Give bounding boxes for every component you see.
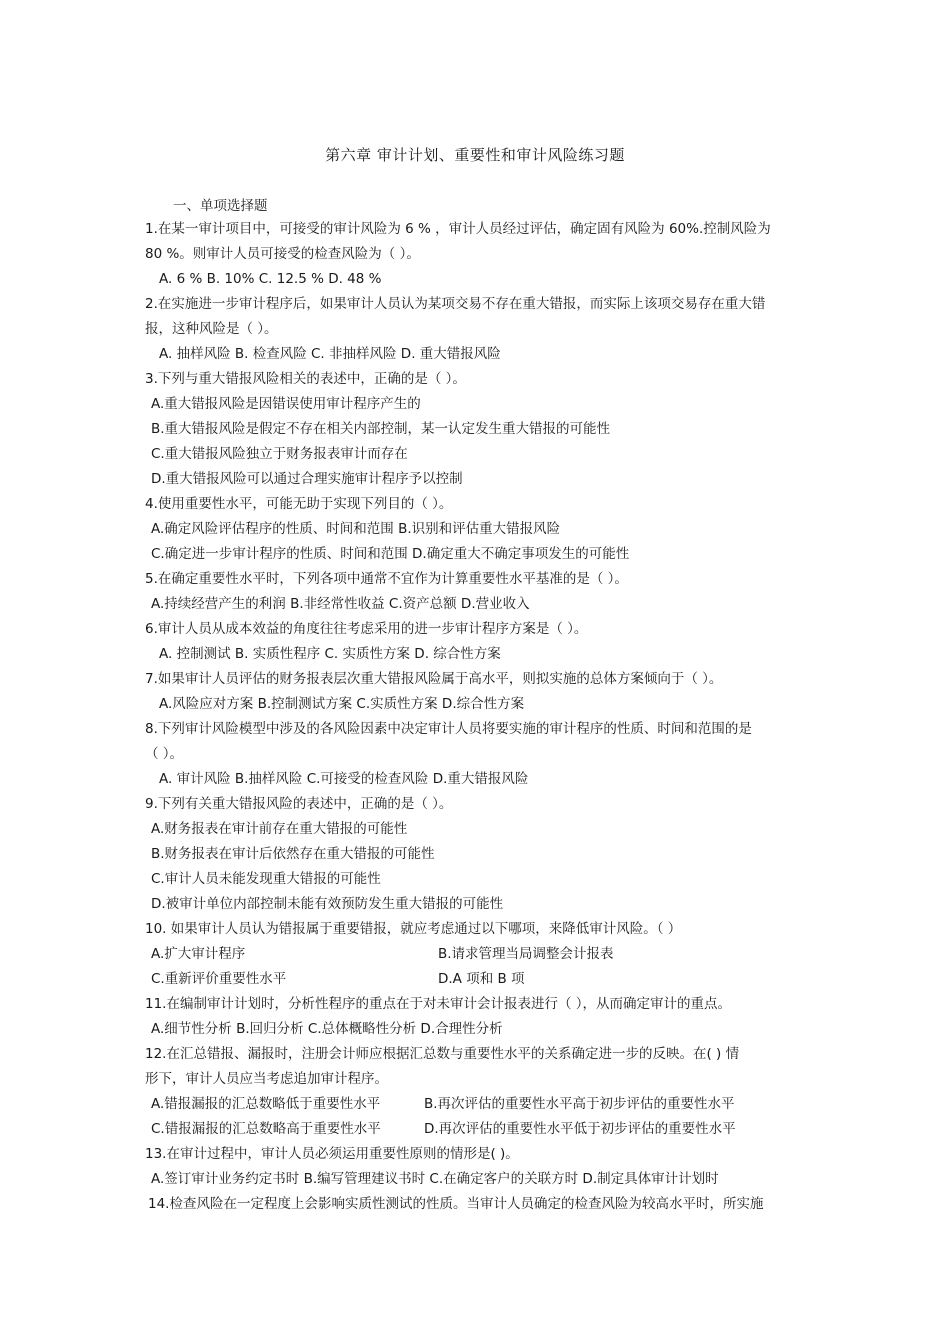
question-11-options: A.细节性分析 B.回归分析 C.总体概略性分析 D.合理性分析 — [151, 1021, 503, 1037]
question-5-stem: 5.在确定重要性水平时，下列各项中通常不宜作为计算重要性水平基准的是（ ）。 — [145, 571, 628, 587]
question-7-options: A.风险应对方案 B.控制测试方案 C.实质性方案 D.综合性方案 — [159, 696, 525, 712]
question-4-stem: 4.使用重要性水平，可能无助于实现下列目的（ ）。 — [145, 496, 453, 512]
question-6-options: A. 控制测试 B. 实质性程序 C. 实质性方案 D. 综合性方案 — [159, 646, 501, 662]
question-8-line-2: （ ）。 — [145, 746, 184, 762]
question-5-options: A.持续经营产生的利润 B.非经常性收益 C.资产总额 D.营业收入 — [151, 596, 530, 612]
question-10-option-a: A.扩大审计程序 — [151, 946, 246, 962]
question-2-line-1: 2.在实施进一步审计程序后，如果审计人员认为某项交易不存在重大错报，而实际上该项交易存在重大错 — [145, 296, 766, 312]
question-13-stem: 13.在审计过程中，审计人员必须运用重要性原则的情形是( )。 — [145, 1146, 519, 1162]
question-4-options-ab: A.确定风险评估程序的性质、时间和范围 B.识别和评估重大错报风险 — [151, 521, 561, 537]
question-9-option-a: A.财务报表在审计前存在重大错报的可能性 — [151, 821, 408, 837]
question-13-options: A.签订审计业务约定书时 B.编写管理建议书时 C.在确定客户的关联方时 D.制定具体审计计划时 — [151, 1171, 719, 1187]
question-12-option-c: C.错报漏报的汇总数略高于重要性水平 — [151, 1121, 381, 1137]
question-10-option-c: C.重新评价重要性水平 — [151, 971, 287, 987]
question-2-options: A. 抽样风险 B. 检查风险 C. 非抽样风险 D. 重大错报风险 — [159, 346, 501, 362]
question-12-line-1: 12.在汇总错报、漏报时，注册会计师应根据汇总数与重要性水平的关系确定进一步的反映。在( ) 情 — [145, 1046, 740, 1062]
question-12-line-2: 形下，审计人员应当考虑追加审计程序。 — [145, 1071, 388, 1087]
question-11-stem: 11.在编制审计计划时，分析性程序的重点在于对未审计会计报表进行（ ），从而确定审计的重点。 — [145, 996, 732, 1012]
question-2-line-2: 报，这种风险是（ ）。 — [145, 321, 278, 337]
question-8-options: A. 审计风险 B.抽样风险 C.可接受的检查风险 D.重大错报风险 — [159, 771, 529, 787]
question-3-option-b: B.重大错报风险是假定不存在相关内部控制，某一认定发生重大错报的可能性 — [151, 421, 611, 437]
question-6-stem: 6.审计人员从成本效益的角度往往考虑采用的进一步审计程序方案是（ ）。 — [145, 621, 588, 637]
section-heading: 一、单项选择题 — [173, 198, 268, 214]
question-10-option-b: B.请求管理当局调整会计报表 — [438, 946, 614, 962]
question-10-stem: 10. 如果审计人员认为错报属于重要错报，就应考虑通过以下哪项，来降低审计风险。（ ） — [145, 921, 682, 937]
question-9-stem: 9.下列有关重大错报风险的表述中，正确的是（ ）。 — [145, 796, 453, 812]
question-9-option-d: D.被审计单位内部控制未能有效预防发生重大错报的可能性 — [151, 896, 504, 912]
question-3-option-d: D.重大错报风险可以通过合理实施审计程序予以控制 — [151, 471, 463, 487]
question-8-line-1: 8.下列审计风险模型中涉及的各风险因素中决定审计人员将要实施的审计程序的性质、时间和范围的是 — [145, 721, 752, 737]
question-12-option-d: D.再次评估的重要性水平低于初步评估的重要性水平 — [424, 1121, 736, 1137]
question-9-option-c: C.审计人员未能发现重大错报的可能性 — [151, 871, 381, 887]
question-3-stem: 3.下列与重大错报风险相关的表述中，正确的是（ ）。 — [145, 371, 466, 387]
question-7-stem: 7.如果审计人员评估的财务报表层次重大错报风险属于高水平，则拟实施的总体方案倾向于（ ）。 — [145, 671, 723, 687]
question-12-option-a: A.错报漏报的汇总数略低于重要性水平 — [151, 1096, 381, 1112]
question-3-option-c: C.重大错报风险独立于财务报表审计而存在 — [151, 446, 408, 462]
question-1-line-2: 80 %。则审计人员可接受的检查风险为（ ）。 — [145, 246, 420, 262]
question-1-line-1: 1.在某一审计项目中，可接受的审计风险为 6 % ，审计人员经过评估，确定固有风险为 60%.控制风险为 — [145, 221, 771, 237]
question-1-options: A. 6 % B. 10% C. 12.5 % D. 48 % — [159, 271, 382, 287]
chapter-title: 第六章 审计计划、重要性和审计风险练习题 — [325, 146, 625, 164]
question-12-option-b: B.再次评估的重要性水平高于初步评估的重要性水平 — [424, 1096, 735, 1112]
question-10-option-d: D.A 项和 B 项 — [438, 971, 525, 987]
question-3-option-a: A.重大错报风险是因错误使用审计程序产生的 — [151, 396, 421, 412]
question-9-option-b: B.财务报表在审计后依然存在重大错报的可能性 — [151, 846, 435, 862]
question-14-stem: 14.检查风险在一定程度上会影响实质性测试的性质。当审计人员确定的检查风险为较高水平时，所实施 — [148, 1196, 764, 1212]
question-4-options-cd: C.确定进一步审计程序的性质、时间和范围 D.确定重大不确定事项发生的可能性 — [151, 546, 630, 562]
